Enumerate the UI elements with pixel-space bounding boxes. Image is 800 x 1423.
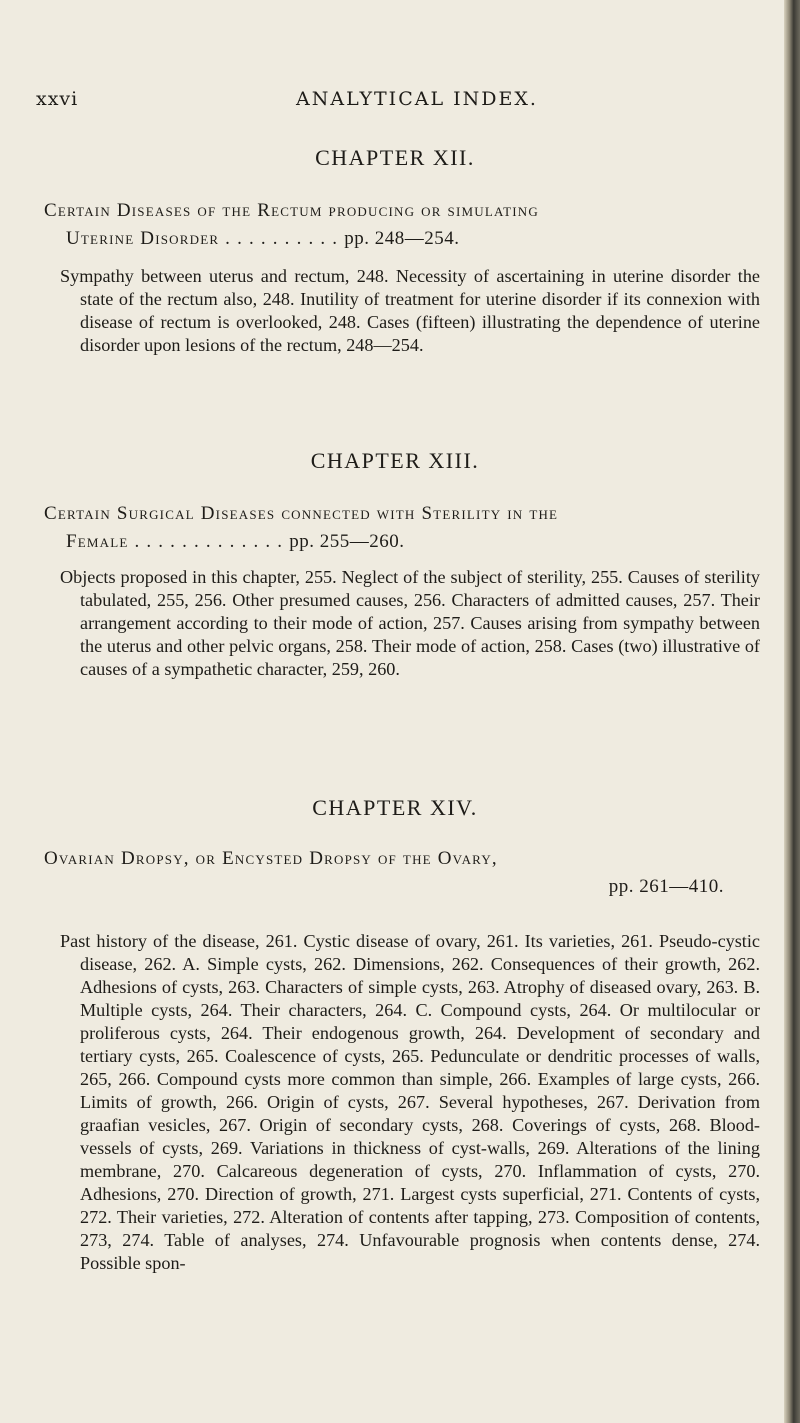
chapter-14-heading <box>44 845 764 901</box>
chapter-12-heading <box>44 197 764 253</box>
running-head <box>36 88 750 114</box>
page-folio: xxvi <box>36 88 79 110</box>
chapter-13-heading-line1: Certain Surgical Diseases connected with Sterility in the <box>44 503 559 524</box>
chapter-14-pages: pp. 261—410. <box>608 876 724 897</box>
chapter-13-heading <box>44 500 764 556</box>
chapter-12-heading-line1: Certain Diseases of the Rectum producing or simulating <box>44 200 539 221</box>
chapter-14-heading-line1: Ovarian Dropsy, or Encysted Dropsy of the Ovary, <box>44 848 498 869</box>
page-edge-shadow <box>784 0 800 1423</box>
chapter-13-body: Objects proposed in this chapter, 255. Neglect of the subject of sterility, 255. Causes of sterility tabulated, 255, 256. Other presumed causes, 256. Characters of admitted causes, 257. Their arrangement according to their mode of action, 257. Causes arising from sympathy between the uterus and other pelvic organs, 258. Their mode of action, 258. Cases (two) illustrative of causes of a sympathetic character, 259, 260. <box>60 567 760 679</box>
chapter-12-title: CHAPTER XII. <box>315 145 475 170</box>
chapter-12-heading-line2-wrap <box>44 225 764 253</box>
chapter-13-heading-line2: Female . . . . . . . . . . . . . <box>66 531 284 552</box>
chapter-13-pages: pp. 255—260. <box>289 531 405 552</box>
chapter-14-body: Past history of the disease, 261. Cystic disease of ovary, 261. Its varieties, 261. Pseudo-cystic disease, 262. A. Simple cysts, 262. Dimensions, 262. Consequences of their growth, 262. Adhesions of cysts, 263. Characters of simple cysts, 263. Atrophy of diseased ovary, 263. B. Multiple cysts, 264. Their characters, 264. C. Compound cysts, 264. Or multilocular or proliferous cysts, 264. Their endogenous growth, 264. Development of secondary and tertiary cysts, 265. Coalescence of cysts, 265. Pedunculate or dendritic processes of walls, 265, 266. Compound cysts more common than simple, 266. Examples of large cysts, 266. Limits of growth, 266. Origin of cysts, 267. Several hypotheses, 267. Derivation from graafian vesicles, 267. Origin of secondary cysts, 268. Coverings of cysts, 268. Blood-vessels of cysts, 269. Variations in thickness of cyst-walls, 269. Alterations of the lining membrane, 270. Calcareous degeneration of cysts, 270. Inflammation of cysts, 270. Adhesions, 270. Direction of growth, 271. Largest cysts superficial, 271. Contents of cysts, 272. Their varieties, 272. Alteration of contents after tapping, 273. Composition of contents, 273, 274. Table of analyses, 274. Unfavourable prognosis when contents dense, 274. Possible spon- <box>60 931 760 1273</box>
chapter-12-heading-line2: Uterine Disorder . . . . . . . . . . <box>66 228 339 249</box>
chapter-12-pages: pp. 248—254. <box>344 228 460 249</box>
chapter-13-title: CHAPTER XIII. <box>310 448 480 473</box>
running-title: ANALYTICAL INDEX. <box>296 88 538 110</box>
chapter-14-title: CHAPTER XIV. <box>312 795 478 820</box>
chapter-12-body: Sympathy between uterus and rectum, 248. Necessity of ascertaining in uterine disorder the state of the rectum also, 248. Inutility of treatment for uterine disorder if its connexion with disease of rectum is overlooked, 248. Cases (fifteen) illustrating the dependence of uterine disorder upon lesions of the rectum, 248—254. <box>60 266 760 355</box>
chapter-13-heading-line2-wrap <box>44 528 764 556</box>
